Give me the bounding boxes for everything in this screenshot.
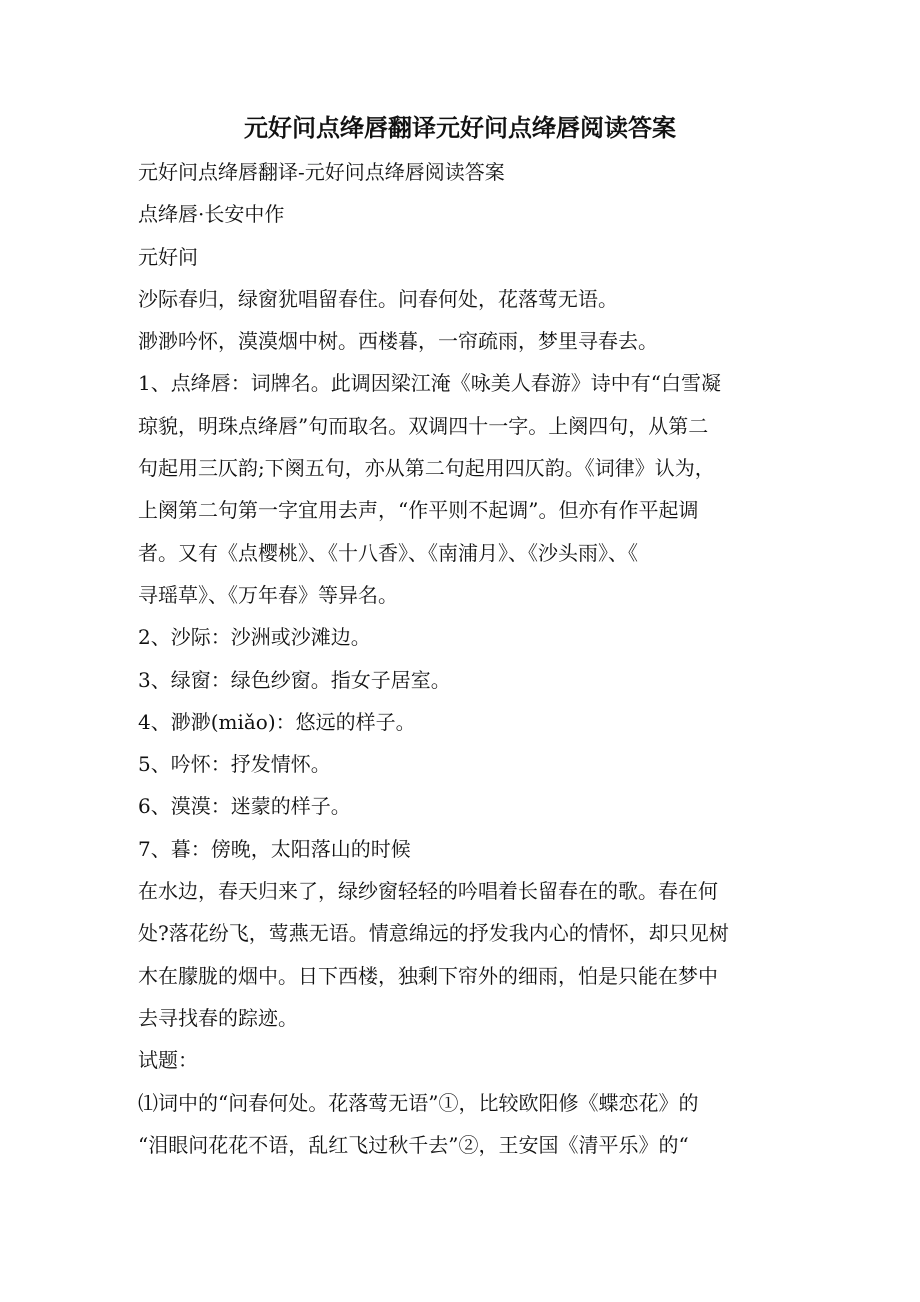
text-line: 句起用三仄韵;下阕五句，亦从第二句起用四仄韵。《词律》认为， bbox=[138, 456, 715, 481]
text-line: 点绛唇·长安中作 bbox=[138, 202, 285, 227]
text-line: 去寻找春的踪迹。 bbox=[138, 1005, 298, 1030]
text-line: ⑴词中的“问春何处。花落莺无语”①，比较欧阳修《蝶恋花》的 bbox=[138, 1090, 699, 1115]
text-line: 琼貌，明珠点绛唇”句而取名。双调四十一字。上阕四句，从第二 bbox=[138, 413, 709, 438]
text-line: 在水边，春天归来了，绿纱窗轻轻的吟唱着长留春在的歌。春在何 bbox=[138, 879, 718, 904]
document-body bbox=[138, 151, 788, 1166]
text-line: 1、点绛唇：词牌名。此调因梁江淹《咏美人春游》诗中有“白雪凝 bbox=[138, 371, 721, 396]
text-line: 3、绿窗：绿色纱窗。指女子居室。 bbox=[138, 667, 451, 692]
text-line: 沙际春归，绿窗犹唱留春住。问春何处，花落莺无语。 bbox=[138, 286, 618, 311]
text-line: 6、漠漠：迷蒙的样子。 bbox=[138, 794, 351, 819]
text-line: 5、吟怀：抒发情怀。 bbox=[138, 752, 331, 777]
text-line: 元好问点绛唇翻译-元好问点绛唇阅读答案 bbox=[138, 160, 505, 184]
text-line: 木在朦胧的烟中。日下西楼，独剩下帘外的细雨，怕是只能在梦中 bbox=[138, 963, 718, 988]
text-line: 试题： bbox=[138, 1048, 198, 1073]
text-line: 2、沙际：沙洲或沙滩边。 bbox=[138, 625, 371, 650]
text-line: 处?落花纷飞，莺燕无语。情意绵远的抒发我内心的情怀，却只见树 bbox=[138, 921, 729, 946]
text-line: 者。又有《点樱桃》、《十八香》、《南浦月》、《沙头雨》、《 bbox=[138, 540, 638, 565]
text-line: 寻瑶草》、《万年春》等异名。 bbox=[138, 582, 398, 607]
text-line: 上阕第二句第一字宜用去声，“作平则不起调”。但亦有作平起调 bbox=[138, 498, 699, 523]
text-line: 4、渺渺(miǎo)：悠远的样子。 bbox=[138, 709, 416, 734]
text-line: 渺渺吟怀，漠漠烟中树。西楼暮，一帘疏雨，梦里寻春去。 bbox=[138, 329, 658, 354]
text-line: 7、暮：傍晚，太阳落山的时候 bbox=[138, 836, 411, 861]
text-line: 元好问 bbox=[138, 244, 198, 269]
document-title: 元好问点绛唇翻译元好问点绛唇阅读答案 bbox=[244, 113, 676, 142]
text-line: “泪眼问花花不语，乱红飞过秋千去”②，王安国《清平乐》的“ bbox=[138, 1132, 689, 1157]
